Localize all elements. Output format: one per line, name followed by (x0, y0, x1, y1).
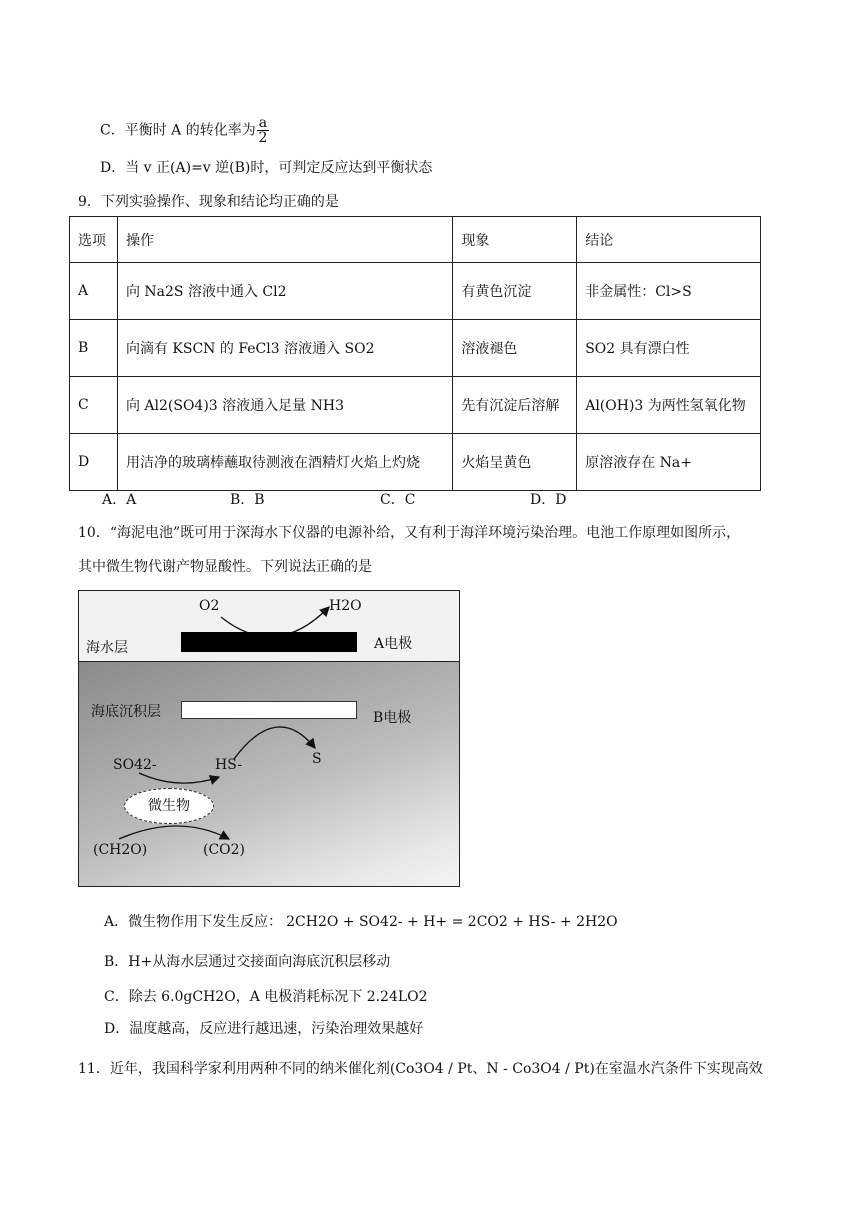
table-row (70, 263, 761, 320)
table-cell-conclusion: 原溶液存在 Na+ (577, 434, 761, 491)
fraction-denominator: 2 (258, 130, 268, 146)
electrode-a-label: A电极 (374, 636, 413, 652)
q10-stem-line2: 其中微生物代谢产物显酸性。下列说法正确的是 (78, 559, 372, 575)
table-cell-operation: 向 Al2(SO4)3 溶液通入足量 NH3 (117, 377, 452, 434)
q10-option-b: B．H+从海水层通过交接面向海底沉积层移动 (104, 954, 391, 970)
ch2o-label: (CH2O) (93, 842, 148, 858)
table-cell-operation: 向 Na2S 溶液中通入 Cl2 (117, 263, 452, 320)
so4-to-hs-arrow (139, 773, 219, 783)
table-row (70, 320, 761, 377)
table-cell-option: C (70, 377, 118, 434)
fraction-numerator: a (258, 115, 268, 131)
table-cell-phenomenon: 先有沉淀后溶解 (453, 377, 577, 434)
table-cell-conclusion: Al(OH)3 为两性氢氧化物 (577, 377, 761, 434)
table-header-cell: 选项 (70, 217, 118, 263)
q9-stem: 9．下列实验操作、现象和结论均正确的是 (78, 194, 339, 210)
table-cell-operation: 向滴有 KSCN 的 FeCl3 溶液通入 SO2 (117, 320, 452, 377)
h2o-label: H2O (329, 598, 362, 614)
table-cell-operation: 用洁净的玻璃棒蘸取待测液在酒精灯火焰上灼烧 (117, 434, 452, 491)
answer-option-c: C．C (380, 492, 416, 508)
microbe-ellipse: 微生物 (124, 788, 214, 824)
table-cell-option: A (70, 263, 118, 320)
q8-option-c (100, 116, 269, 145)
table-header-cell: 操作 (117, 217, 452, 263)
q10-option-a-equation: 2CH2O + SO42- + H+ = 2CO2 + HS- + 2H2O (286, 914, 618, 930)
q10-option-a (104, 911, 618, 931)
table-cell-option: B (70, 320, 118, 377)
so4-label: SO42- (113, 757, 157, 773)
table-cell-conclusion: SO2 具有漂白性 (577, 320, 761, 377)
hs-to-s-arrow (234, 727, 315, 759)
table-cell-option: D (70, 434, 118, 491)
q9-answer-options (102, 489, 566, 509)
electrode-b-label: B电极 (373, 710, 412, 726)
table-cell-phenomenon: 有黄色沉淀 (453, 263, 577, 320)
table-row (70, 377, 761, 434)
table-cell-phenomenon: 火焰呈黄色 (453, 434, 577, 491)
q9-table (69, 216, 761, 491)
electrode-a (181, 632, 357, 652)
q10-option-c: C．除去 6.0gCH2O，A 电极消耗标况下 2.24LO2 (104, 989, 428, 1005)
sea-mud-battery-diagram (78, 590, 460, 887)
q11-stem: 11．近年，我国科学家利用两种不同的纳米催化剂(Co3O4 / Pt、N - Co3O4 / Pt)在室温水汽条件下实现高效 (78, 1061, 763, 1077)
ch2o-to-co2-arrow (119, 826, 229, 839)
table-cell-conclusion: 非金属性：Cl>S (577, 263, 761, 320)
table-cell-phenomenon: 溶液褪色 (453, 320, 577, 377)
q8-option-c-text: C．平衡时 A 的转化率为 (100, 122, 256, 139)
q10-option-a-prefix: A．微生物作用下发生反应： (104, 914, 283, 930)
answer-option-d: D．D (530, 492, 567, 508)
q8-option-c-fraction (257, 116, 269, 145)
sea-layer-label: 海水层 (86, 640, 128, 656)
table-header-cell: 现象 (453, 217, 577, 263)
table-header-cell: 结论 (577, 217, 761, 263)
o2-label: O2 (199, 598, 220, 614)
table-row (70, 434, 761, 491)
q8-option-d: D．当 v 正(A)=v 逆(B)时，可判定反应达到平衡状态 (100, 160, 433, 176)
table-header-row (70, 217, 761, 263)
s-label: S (312, 751, 322, 767)
hs-label: HS- (215, 757, 243, 773)
co2-label: (CO2) (203, 842, 246, 858)
sediment-layer-label: 海底沉积层 (91, 704, 161, 720)
electrode-b (181, 701, 357, 719)
answer-option-a: A．A (102, 492, 137, 508)
answer-option-b: B．B (230, 492, 265, 508)
q10-stem-line1: 10．“海泥电池”既可用于深海水下仪器的电源补给，又有利于海洋环境污染治理。电池工作原理如图所示， (78, 525, 741, 541)
q10-option-d: D．温度越高，反应进行越迅速，污染治理效果越好 (104, 1021, 424, 1037)
